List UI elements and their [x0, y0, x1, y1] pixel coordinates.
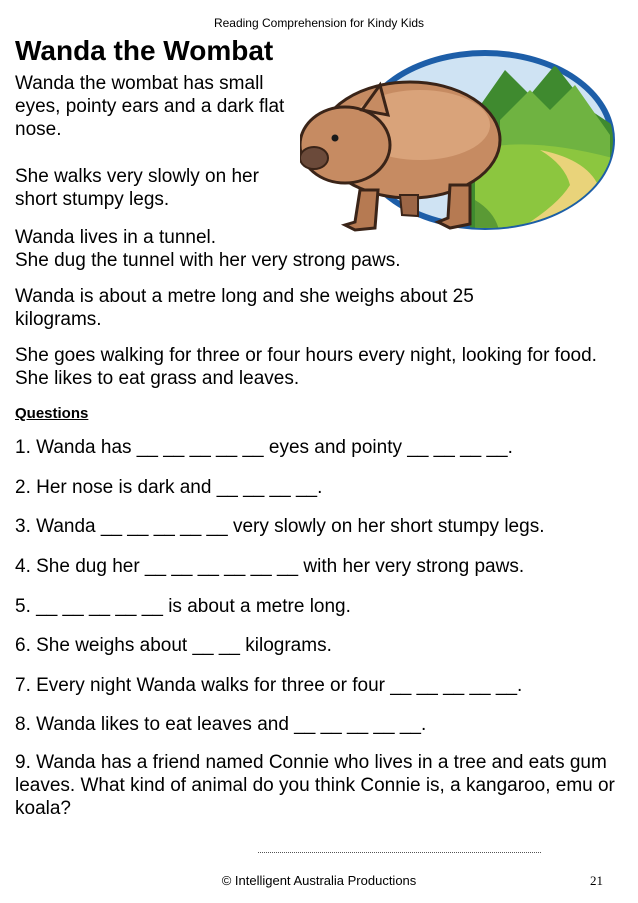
wombat-front-leg — [345, 190, 378, 230]
wombat-illustration — [300, 40, 625, 245]
story-paragraph-3a: Wanda lives in a tunnel. — [15, 227, 217, 248]
wombat-eye — [332, 135, 339, 142]
wombat-head — [300, 107, 390, 183]
story-paragraph-3b: She dug the tunnel with her very strong paws. — [15, 250, 401, 271]
question-2: 2. Her nose is dark and __ __ __ __. — [15, 477, 323, 498]
story-paragraph-1: Wanda the wombat has small eyes, pointy ears and a dark flat nose. — [15, 73, 285, 140]
story-paragraph-5: She goes walking for three or four hours every night, looking for food. She likes to eat grass and leaves. — [15, 345, 597, 389]
copyright-footer: © Intelligent Australia Productions — [221, 873, 417, 888]
question-5: 5. __ __ __ __ __ is about a metre long. — [15, 596, 351, 617]
story-paragraph-4: Wanda is about a metre long and she weighs about 25 kilograms. — [15, 286, 474, 330]
question-6: 6. She weighs about __ __ kilograms. — [15, 635, 332, 656]
question-4: 4. She dug her __ __ __ __ __ __ with her very strong paws. — [15, 556, 525, 577]
question-8: 8. Wanda likes to eat leaves and __ __ __ __ __. — [15, 714, 427, 735]
question-9: 9. Wanda has a friend named Connie who lives in a tree and eats gum leaves. What kind of animal do you think Connie is, a kangaroo, emu or koala? — [15, 752, 615, 819]
question-7: 7. Every night Wanda walks for three or four __ __ __ __ __. — [15, 675, 523, 696]
story-paragraph-2: She walks very slowly on her short stumpy legs. — [15, 166, 259, 210]
page-header: Reading Comprehension for Kindy Kids — [213, 16, 425, 30]
page-title: Wanda the Wombat — [15, 35, 274, 66]
footer-divider — [258, 852, 541, 853]
wombat-nose — [300, 147, 328, 169]
question-1: 1. Wanda has __ __ __ __ __ eyes and pointy __ __ __ __. — [15, 437, 513, 458]
questions-heading: Questions — [15, 405, 89, 422]
page-number: 21 — [590, 873, 603, 888]
question-3: 3. Wanda __ __ __ __ __ very slowly on her short stumpy legs. — [15, 516, 545, 537]
